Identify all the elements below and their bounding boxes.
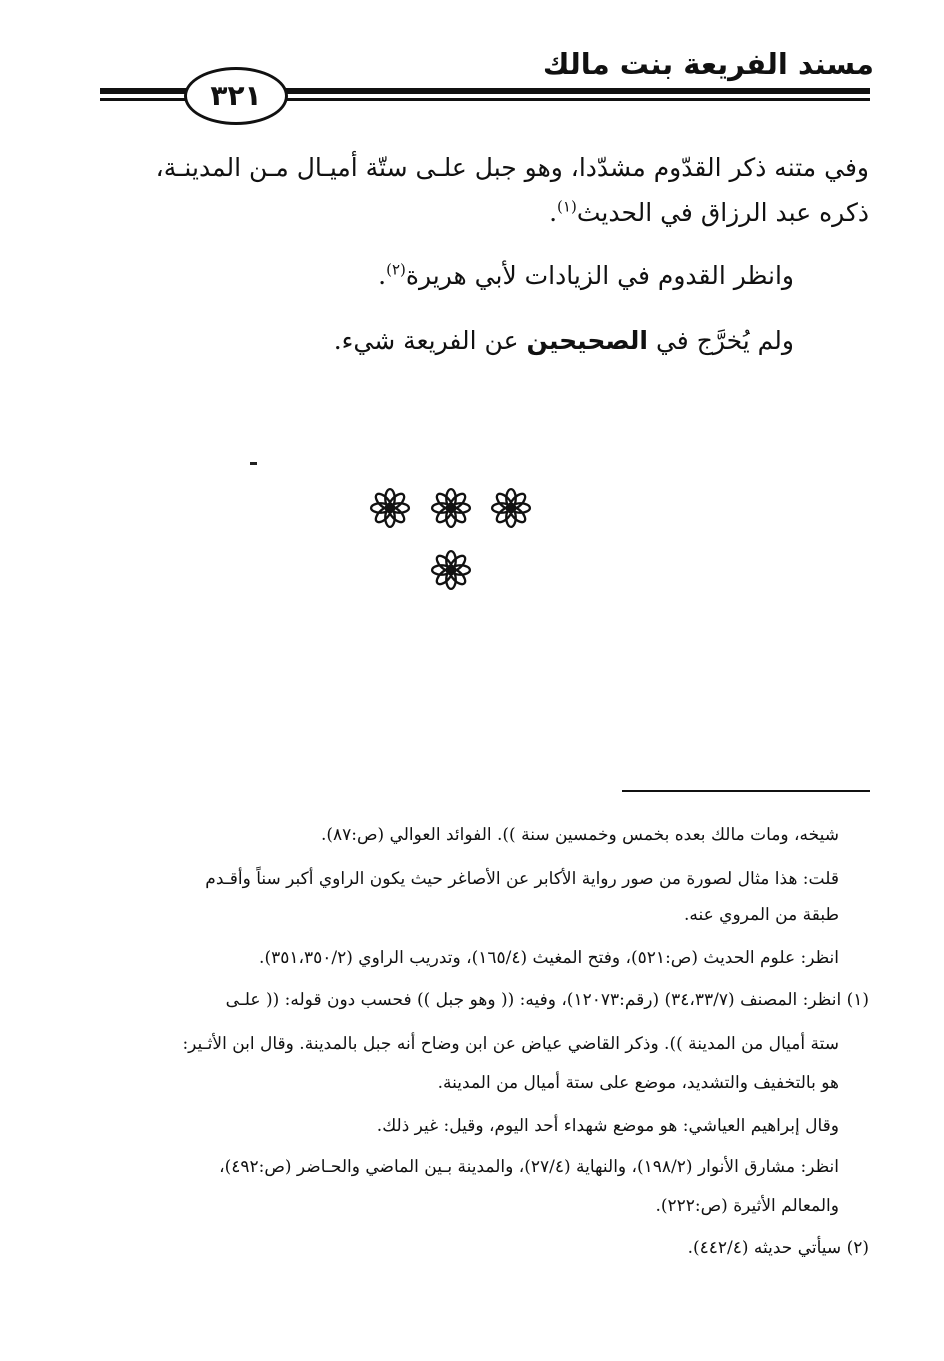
- stray-ink-mark: [250, 462, 257, 465]
- footnote-1-line-2: ستة أميال من المدينة )). وذكر القاضي عياض عن ابن وضاح أنه جبل بالمدينة. وقال ابن الأثـير:: [182, 1034, 839, 1054]
- footnote-continued-line-3: طبقة من المروي عنه.: [683, 905, 839, 925]
- footnote-1-line-5: انظر: مشارق الأنوار (١٩٨/٢)، والنهاية (٢٧/٤)، والمدينة بـين الماضي والحـاضر (ص:٤٩٢)،: [219, 1157, 839, 1177]
- body-line-4-pre: ولم يُخرَّج في: [655, 326, 794, 355]
- footnote-continued-line-1: شيخه، ومات مالك بعده بخمس وخمسين سنة )). الفوائد العوالي (ص:٨٧).: [320, 825, 839, 845]
- body-line-2: [549, 193, 869, 233]
- flower-ornament-icon: [430, 487, 472, 529]
- body-line-3-text: وانظر القدوم في الزيادات لأبي هريرة: [405, 261, 794, 290]
- sahihayn-emphasis: الصحيحين: [526, 326, 648, 355]
- body-line-2-text: ذكره عبد الرزاق في الحديث: [576, 198, 869, 227]
- footnote-ref-1[interactable]: (١): [557, 197, 577, 216]
- body-line-3-end: .: [378, 261, 387, 290]
- footnote-1-line-4: وقال إبراهيم العياشي: هو موضع شهداء أحد اليوم، وقيل: غير ذلك.: [376, 1116, 839, 1136]
- footnote-separator: [622, 790, 870, 792]
- footnote-1-line-3: هو بالتخفيف والتشديد، موضع على ستة أميال من المدينة.: [437, 1073, 839, 1093]
- body-line-3: [378, 256, 794, 296]
- flower-ornament-icon: [430, 549, 472, 591]
- footnote-1-line-1: (١) انظر: المصنف (٣٤،٣٣/٧) (رقم:١٢٠٧٣)، وفيه: (( وهو جبل )) فحسب دون قوله: (( علـى: [225, 990, 869, 1010]
- flower-ornament-icon: [369, 487, 411, 529]
- flower-ornament-icon: [490, 487, 532, 529]
- page-number: ٣٢١: [210, 79, 262, 112]
- body-line-2-end: .: [549, 198, 558, 227]
- footnote-continued-line-4: انظر: علوم الحديث (ص:٥٢١)، وفتح المغيث (١٦٥/٤)، وتدريب الراوي (٣٥١،٣٥٠/٢).: [259, 948, 839, 968]
- footnote-ref-2[interactable]: (٢): [386, 260, 406, 279]
- page-number-oval: [184, 67, 288, 125]
- running-title: مسند الفريعة بنت مالك: [542, 47, 874, 81]
- body-line-4-post: عن الفريعة شيء.: [333, 326, 519, 355]
- footnote-1-line-6: والمعالم الأثيرة (ص:٢٢٢).: [655, 1196, 839, 1216]
- body-line-4: [334, 321, 794, 361]
- footnote-2-line-1: (٢) سيأتي حديثه (٤٤٢/٤).: [687, 1238, 869, 1258]
- footnote-continued-line-2: قلت: هذا مثال لصورة من صور رواية الأكابر عن الأصاغر حيث يكون الراوي أكبر سناً وأقـدم: [205, 869, 839, 889]
- body-line-1: وفي متنه ذكر القدّوم مشدّدا، وهو جبل علـى ستّة أميـال مـن المدينـة،: [155, 153, 869, 182]
